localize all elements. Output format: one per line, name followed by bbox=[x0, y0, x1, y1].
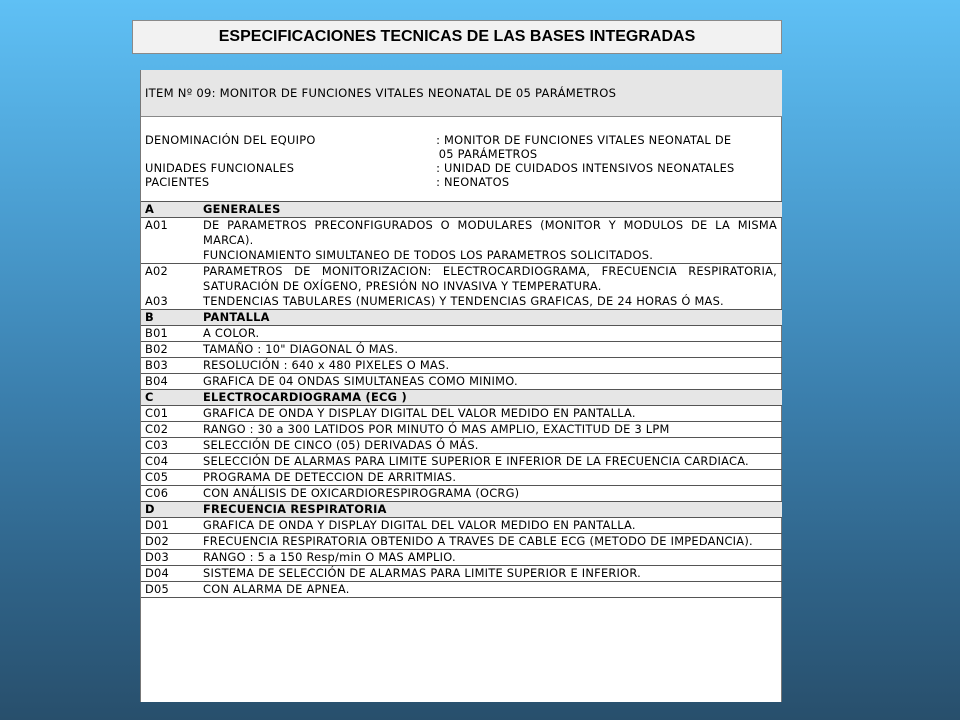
unidades-label: UNIDADES FUNCIONALES bbox=[145, 161, 295, 175]
row-text: GRAFICA DE ONDA Y DISPLAY DIGITAL DEL VALOR MEDIDO EN PANTALLA. bbox=[203, 406, 636, 420]
denominacion-value-cont: 05 PARÁMETROS bbox=[438, 147, 538, 161]
row-code: C03 bbox=[145, 438, 169, 452]
row-text: FRECUENCIA RESPIRATORIA OBTENIDO A TRAVES DE CABLE ECG (METODO DE IMPEDANCIA). bbox=[203, 534, 753, 548]
info-row-denominacion bbox=[145, 133, 775, 147]
row-code: B bbox=[145, 310, 154, 324]
row-code: D01 bbox=[145, 518, 170, 532]
section-row-a bbox=[141, 202, 782, 218]
item-header: ITEM Nº 09: MONITOR DE FUNCIONES VITALES NEONATAL DE 05 PARÁMETROS bbox=[141, 70, 782, 117]
pacientes-label: PACIENTES bbox=[145, 175, 210, 189]
section-row-c bbox=[141, 390, 782, 406]
section-row-d bbox=[141, 502, 782, 518]
row-code: A01 bbox=[145, 218, 169, 232]
row-text: TAMAÑO : 10" DIAGONAL Ó MAS. bbox=[203, 342, 399, 356]
row-text: SISTEMA DE SELECCIÓN DE ALARMAS PARA LIMITE SUPERIOR E INFERIOR. bbox=[203, 566, 642, 580]
row-text: FUNCIONAMIENTO SIMULTANEO DE TODOS LOS PARAMETROS SOLICITADOS. bbox=[203, 248, 654, 262]
row-text: GRAFICA DE 04 ONDAS SIMULTANEAS COMO MINIMO. bbox=[203, 374, 518, 388]
table-row bbox=[141, 534, 782, 550]
equipment-info bbox=[145, 133, 775, 189]
table-row bbox=[141, 358, 782, 374]
table-row bbox=[141, 518, 782, 534]
row-code: C04 bbox=[145, 454, 169, 468]
denominacion-label: DENOMINACIÓN DEL EQUIPO bbox=[145, 133, 316, 147]
info-row-unidades bbox=[145, 161, 775, 175]
pacientes-value: : NEONATOS bbox=[436, 175, 510, 189]
table-row bbox=[141, 422, 782, 438]
table-row bbox=[141, 454, 782, 470]
row-code: B04 bbox=[145, 374, 169, 388]
row-text: PANTALLA bbox=[203, 310, 270, 324]
row-text: ELECTROCARDIOGRAMA (ECG ) bbox=[203, 390, 407, 404]
table-row bbox=[141, 486, 782, 502]
row-text: PROGRAMA DE DETECCION DE ARRITMIAS. bbox=[203, 470, 457, 484]
row-code: C02 bbox=[145, 422, 169, 436]
table-row bbox=[141, 470, 782, 486]
empty-label bbox=[145, 147, 434, 161]
table-row bbox=[141, 582, 782, 598]
table-row bbox=[141, 566, 782, 582]
table-row bbox=[141, 326, 782, 342]
row-code: A bbox=[145, 202, 155, 216]
row-code: D02 bbox=[145, 534, 170, 548]
denominacion-value: : MONITOR DE FUNCIONES VITALES NEONATAL DE bbox=[436, 133, 732, 147]
row-text: GENERALES bbox=[203, 202, 281, 216]
row-text: FRECUENCIA RESPIRATORIA bbox=[203, 502, 387, 516]
row-code: C bbox=[145, 390, 154, 404]
row-text: DE PARAMETROS PRECONFIGURADOS O MODULARES (MONITOR Y MODULOS DE LA MISMA MARCA). bbox=[203, 218, 777, 247]
info-row-denominacion-cont bbox=[145, 147, 775, 161]
row-text: RANGO : 30 a 300 LATIDOS POR MINUTO Ó MAS AMPLIO, EXACTITUD DE 3 LPM bbox=[203, 422, 670, 436]
table-row bbox=[141, 550, 782, 566]
row-text: A COLOR. bbox=[203, 326, 260, 340]
row-code: D04 bbox=[145, 566, 170, 580]
row-text: SELECCIÓN DE ALARMAS PARA LIMITE SUPERIOR E INFERIOR DE LA FRECUENCIA CARDIACA. bbox=[203, 454, 749, 468]
row-code: A02 bbox=[145, 264, 169, 278]
table-row bbox=[141, 342, 782, 358]
row-code: B01 bbox=[145, 326, 169, 340]
row-text: SELECCIÓN DE CINCO (05) DERIVADAS Ó MÁS. bbox=[203, 438, 479, 452]
row-code: D03 bbox=[145, 550, 170, 564]
spec-sheet bbox=[140, 70, 782, 702]
row-text: RANGO : 5 a 150 Resp/min O MAS AMPLIO. bbox=[203, 550, 456, 564]
info-row-pacientes bbox=[145, 175, 775, 189]
table-row bbox=[141, 374, 782, 390]
row-code bbox=[141, 248, 203, 263]
row-code: C01 bbox=[145, 406, 169, 420]
table-row bbox=[141, 264, 782, 294]
row-code: D bbox=[145, 502, 155, 516]
row-text: RESOLUCIÓN : 640 x 480 PIXELES O MAS. bbox=[203, 358, 450, 372]
row-text: CON ALARMA DE APNEA. bbox=[203, 582, 350, 596]
table-row bbox=[141, 248, 782, 264]
row-code: B02 bbox=[145, 342, 169, 356]
document-title: ESPECIFICACIONES TECNICAS DE LAS BASES INTEGRADAS bbox=[132, 20, 782, 54]
table-row bbox=[141, 218, 782, 248]
unidades-value: : UNIDAD DE CUIDADOS INTENSIVOS NEONATALES bbox=[436, 161, 735, 175]
table-row bbox=[141, 406, 782, 422]
row-text: CON ANÁLISIS DE OXICARDIORESPIROGRAMA (OCRG) bbox=[203, 486, 520, 500]
row-text: GRAFICA DE ONDA Y DISPLAY DIGITAL DEL VALOR MEDIDO EN PANTALLA. bbox=[203, 518, 636, 532]
row-text: TENDENCIAS TABULARES (NUMERICAS) Y TENDENCIAS GRAFICAS, DE 24 HORAS Ó MAS. bbox=[203, 294, 724, 308]
table-row bbox=[141, 294, 782, 310]
row-code: C05 bbox=[145, 470, 169, 484]
row-code: B03 bbox=[145, 358, 169, 372]
spec-table bbox=[141, 201, 782, 598]
row-code: A03 bbox=[145, 294, 169, 308]
row-text: PARAMETROS DE MONITORIZACION: ELECTROCARDIOGRAMA, FRECUENCIA RESPIRATORIA, SATURACIÓN DE OXÍGENO, PRESIÓN NO INVASIVA Y TEMPERATURA. bbox=[203, 264, 777, 293]
table-row bbox=[141, 438, 782, 454]
row-code: D05 bbox=[145, 582, 170, 596]
section-row-b bbox=[141, 310, 782, 326]
row-code: C06 bbox=[145, 486, 169, 500]
